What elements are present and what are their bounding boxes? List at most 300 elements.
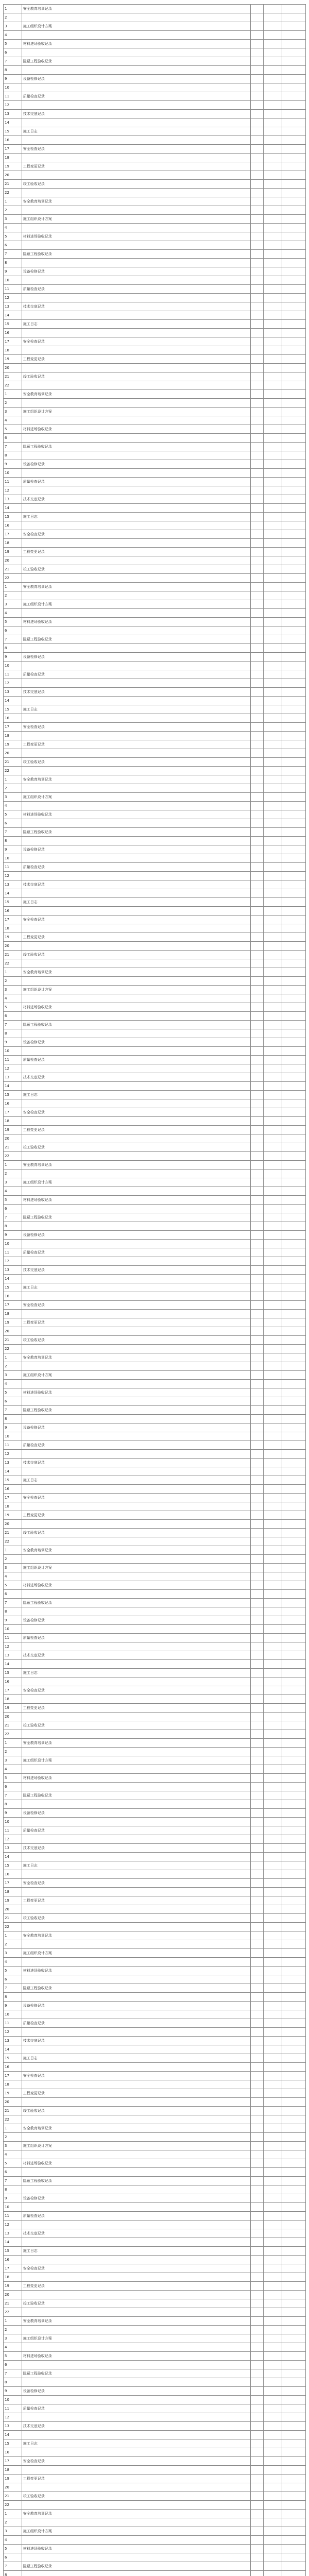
row-code: 5 — [4, 1967, 22, 1975]
table-row — [4, 810, 306, 819]
row-col5 — [282, 2562, 306, 2571]
row-code: 17 — [4, 145, 22, 154]
table-row — [4, 2133, 306, 2142]
row-col4 — [264, 653, 282, 662]
row-col5 — [282, 1791, 306, 1800]
row-col5 — [282, 1275, 306, 1283]
row-col4 — [264, 66, 282, 75]
row-col3 — [250, 1327, 264, 1336]
table-row — [4, 2142, 306, 2150]
row-col4 — [264, 1529, 282, 1537]
row-code: 12 — [4, 2413, 22, 2422]
row-col4 — [264, 968, 282, 977]
row-col3 — [250, 75, 264, 83]
row-col5 — [282, 618, 306, 626]
row-code: 20 — [4, 1327, 22, 1336]
row-text: 技术交底记录 — [22, 110, 250, 118]
table-row — [4, 1861, 306, 1870]
row-col4 — [264, 1783, 282, 1791]
table-row — [4, 1739, 306, 1748]
row-col5 — [282, 854, 306, 863]
row-col5 — [282, 539, 306, 548]
row-col5 — [282, 1196, 306, 1205]
table-row — [4, 2159, 306, 2168]
row-text — [22, 1940, 250, 1949]
row-col5 — [282, 574, 306, 583]
row-col5 — [282, 959, 306, 968]
row-col4 — [264, 162, 282, 171]
row-col4 — [264, 285, 282, 294]
row-code: 1 — [4, 1931, 22, 1940]
row-text — [22, 31, 250, 40]
row-code: 10 — [4, 1240, 22, 1248]
row-col4 — [264, 1231, 282, 1240]
row-col3 — [250, 2177, 264, 2185]
row-col5 — [282, 1564, 306, 1572]
row-text — [22, 1415, 250, 1423]
row-col4 — [264, 1047, 282, 1056]
table-row — [4, 1660, 306, 1669]
row-col5 — [282, 994, 306, 1003]
row-col3 — [250, 1450, 264, 1459]
table-row — [4, 679, 306, 688]
row-code: 10 — [4, 83, 22, 92]
row-code: 2 — [4, 784, 22, 793]
row-col5 — [282, 2571, 306, 2576]
row-col4 — [264, 539, 282, 548]
row-col5 — [282, 2343, 306, 2352]
row-col3 — [250, 688, 264, 697]
row-col4 — [264, 2203, 282, 2212]
row-code: 7 — [4, 1791, 22, 1800]
row-col3 — [250, 372, 264, 381]
row-col5 — [282, 57, 306, 66]
row-col3 — [250, 2045, 264, 2054]
row-col3 — [250, 2448, 264, 2457]
row-text — [22, 1590, 250, 1599]
row-col3 — [250, 924, 264, 933]
row-text: 材料进场验收记录 — [22, 2159, 250, 2168]
table-row — [4, 1178, 306, 1187]
row-col5 — [282, 136, 306, 145]
row-text: 技术交底记录 — [22, 495, 250, 504]
row-col5 — [282, 1450, 306, 1459]
row-text — [22, 1660, 250, 1669]
row-code: 13 — [4, 2229, 22, 2238]
row-text: 安全检查记录 — [22, 2264, 250, 2273]
row-col4 — [264, 513, 282, 521]
row-code: 16 — [4, 1870, 22, 1879]
row-col3 — [250, 539, 264, 548]
row-col3 — [250, 1432, 264, 1441]
table-row — [4, 1634, 306, 1642]
row-col5 — [282, 1774, 306, 1783]
table-row — [4, 2518, 306, 2527]
row-code: 14 — [4, 697, 22, 705]
row-code: 19 — [4, 548, 22, 556]
row-text — [22, 854, 250, 863]
table-row — [4, 1791, 306, 1800]
row-code: 13 — [4, 1073, 22, 1082]
table-row — [4, 2396, 306, 2404]
row-text — [22, 329, 250, 337]
table-row — [4, 2072, 306, 2080]
table-row — [4, 802, 306, 810]
row-col3 — [250, 1073, 264, 1082]
row-code: 21 — [4, 1914, 22, 1923]
row-code: 9 — [4, 2002, 22, 2010]
row-col3 — [250, 1091, 264, 1099]
table-row — [4, 83, 306, 92]
table-row — [4, 1240, 306, 1248]
row-code: 15 — [4, 898, 22, 907]
row-code: 17 — [4, 530, 22, 539]
row-col5 — [282, 1713, 306, 1721]
row-text: 安全检查记录 — [22, 1879, 250, 1888]
row-col5 — [282, 311, 306, 320]
table-row — [4, 767, 306, 775]
row-text — [22, 2098, 250, 2107]
row-col5 — [282, 1870, 306, 1879]
row-col4 — [264, 1310, 282, 1318]
table-row — [4, 372, 306, 381]
row-code: 8 — [4, 2378, 22, 2387]
row-code: 17 — [4, 337, 22, 346]
row-text — [22, 1975, 250, 1984]
row-col5 — [282, 1240, 306, 1248]
row-code: 3 — [4, 1564, 22, 1572]
row-text: 安全教育培训记录 — [22, 1161, 250, 1170]
row-col4 — [264, 1660, 282, 1669]
table-row — [4, 75, 306, 83]
table-row — [4, 994, 306, 1003]
row-col4 — [264, 2518, 282, 2527]
table-row — [4, 565, 306, 574]
row-col3 — [250, 1642, 264, 1651]
table-row — [4, 644, 306, 653]
table-row — [4, 2168, 306, 2177]
table-row — [4, 2361, 306, 2369]
row-text — [22, 802, 250, 810]
row-code: 3 — [4, 1178, 22, 1187]
row-code: 11 — [4, 2019, 22, 2028]
row-text: 安全教育培训记录 — [22, 2317, 250, 2326]
row-col4 — [264, 1967, 282, 1975]
records-table — [3, 4, 306, 2576]
row-col5 — [282, 118, 306, 127]
table-row — [4, 1056, 306, 1064]
row-col4 — [264, 618, 282, 626]
table-row — [4, 1021, 306, 1029]
table-row — [4, 583, 306, 591]
row-col5 — [282, 2431, 306, 2439]
row-col4 — [264, 2352, 282, 2361]
row-col3 — [250, 1774, 264, 1783]
row-col4 — [264, 1669, 282, 1677]
row-col3 — [250, 1362, 264, 1371]
row-text — [22, 1888, 250, 1896]
row-col4 — [264, 1861, 282, 1870]
row-col3 — [250, 1835, 264, 1844]
row-col4 — [264, 1896, 282, 1905]
row-code: 13 — [4, 495, 22, 504]
row-col4 — [264, 924, 282, 933]
row-col3 — [250, 2361, 264, 2369]
row-col4 — [264, 705, 282, 714]
row-col3 — [250, 1371, 264, 1380]
row-col3 — [250, 767, 264, 775]
row-text: 竣工验收记录 — [22, 1529, 250, 1537]
row-col4 — [264, 267, 282, 276]
row-col5 — [282, 145, 306, 154]
row-text: 工程变更记录 — [22, 740, 250, 749]
row-col4 — [264, 1581, 282, 1590]
row-text: 施工组织设计方案 — [22, 2142, 250, 2150]
row-col5 — [282, 2194, 306, 2203]
row-code: 6 — [4, 241, 22, 250]
table-row — [4, 224, 306, 232]
row-col5 — [282, 1546, 306, 1555]
row-text: 材料进场验收记录 — [22, 1967, 250, 1975]
row-code: 10 — [4, 2010, 22, 2019]
row-code: 10 — [4, 854, 22, 863]
row-col5 — [282, 679, 306, 688]
row-col3 — [250, 1012, 264, 1021]
row-code: 17 — [4, 1494, 22, 1502]
row-col4 — [264, 259, 282, 267]
row-code: 6 — [4, 1590, 22, 1599]
table-row — [4, 1231, 306, 1240]
row-col5 — [282, 1397, 306, 1406]
row-col4 — [264, 635, 282, 644]
row-code: 20 — [4, 1134, 22, 1143]
row-col4 — [264, 1082, 282, 1091]
row-col5 — [282, 1467, 306, 1476]
row-col4 — [264, 1248, 282, 1257]
table-row — [4, 574, 306, 583]
row-col3 — [250, 311, 264, 320]
row-text — [22, 732, 250, 740]
row-col5 — [282, 83, 306, 92]
row-col3 — [250, 2273, 264, 2282]
row-col4 — [264, 2107, 282, 2115]
row-col5 — [282, 2028, 306, 2037]
row-col5 — [282, 2080, 306, 2089]
row-col4 — [264, 1835, 282, 1844]
row-col4 — [264, 1616, 282, 1625]
row-col3 — [250, 1196, 264, 1205]
row-col3 — [250, 215, 264, 224]
table-row — [4, 1467, 306, 1476]
row-col5 — [282, 2545, 306, 2553]
row-text — [22, 2308, 250, 2317]
table-row — [4, 819, 306, 828]
row-col4 — [264, 1686, 282, 1695]
row-col5 — [282, 2326, 306, 2334]
row-code: 10 — [4, 469, 22, 478]
row-col4 — [264, 1818, 282, 1826]
table-row — [4, 145, 306, 154]
row-code: 16 — [4, 2448, 22, 2457]
row-text: 质量检查记录 — [22, 1826, 250, 1835]
row-text — [22, 101, 250, 110]
row-col3 — [250, 1572, 264, 1581]
row-code: 7 — [4, 1984, 22, 1993]
row-col4 — [264, 1958, 282, 1967]
row-col3 — [250, 880, 264, 889]
row-col5 — [282, 40, 306, 48]
row-col3 — [250, 1494, 264, 1502]
row-col3 — [250, 1616, 264, 1625]
row-col5 — [282, 740, 306, 749]
row-text: 安全教育培训记录 — [22, 5, 250, 13]
row-text — [22, 154, 250, 162]
row-col3 — [250, 1564, 264, 1572]
row-col5 — [282, 688, 306, 697]
row-col3 — [250, 2291, 264, 2299]
row-col4 — [264, 1161, 282, 1170]
row-col3 — [250, 2466, 264, 2475]
row-col5 — [282, 907, 306, 916]
row-col5 — [282, 723, 306, 732]
row-col4 — [264, 1353, 282, 1362]
row-col5 — [282, 705, 306, 714]
row-col4 — [264, 1388, 282, 1397]
row-col5 — [282, 968, 306, 977]
row-col3 — [250, 994, 264, 1003]
table-row — [4, 495, 306, 504]
row-text — [22, 697, 250, 705]
row-code: 22 — [4, 1345, 22, 1353]
row-col4 — [264, 1292, 282, 1301]
row-col3 — [250, 2203, 264, 2212]
row-col5 — [282, 986, 306, 994]
table-row — [4, 2334, 306, 2343]
row-col4 — [264, 2369, 282, 2378]
row-code: 13 — [4, 688, 22, 697]
row-text — [22, 1607, 250, 1616]
row-text — [22, 1958, 250, 1967]
row-col3 — [250, 2352, 264, 2361]
table-row — [4, 2343, 306, 2352]
table-row — [4, 1003, 306, 1012]
row-text — [22, 2045, 250, 2054]
table-row — [4, 749, 306, 758]
row-col3 — [250, 57, 264, 66]
table-row — [4, 1546, 306, 1555]
row-code: 10 — [4, 2396, 22, 2404]
table-row — [4, 959, 306, 968]
row-text: 安全教育培训记录 — [22, 2124, 250, 2133]
row-col3 — [250, 2553, 264, 2562]
row-col4 — [264, 48, 282, 57]
row-code: 3 — [4, 793, 22, 802]
table-row — [4, 889, 306, 898]
row-col3 — [250, 1923, 264, 1931]
row-code: 19 — [4, 162, 22, 171]
row-text — [22, 1485, 250, 1494]
row-col3 — [250, 2168, 264, 2177]
table-row — [4, 1537, 306, 1546]
row-text: 竣工验收记录 — [22, 2492, 250, 2501]
row-col5 — [282, 2457, 306, 2466]
row-col3 — [250, 1003, 264, 1012]
row-code: 6 — [4, 1783, 22, 1791]
row-text — [22, 1064, 250, 1073]
table-row — [4, 618, 306, 626]
row-col3 — [250, 1739, 264, 1748]
row-col4 — [264, 1800, 282, 1809]
row-code: 16 — [4, 1292, 22, 1301]
row-col3 — [250, 2422, 264, 2431]
row-text: 技术交底记录 — [22, 688, 250, 697]
row-code: 11 — [4, 285, 22, 294]
row-col5 — [282, 1064, 306, 1073]
row-text: 隐蔽工程验收记录 — [22, 57, 250, 66]
row-code: 15 — [4, 705, 22, 714]
row-text: 施工组织设计方案 — [22, 600, 250, 609]
table-row — [4, 1730, 306, 1739]
row-code: 3 — [4, 2334, 22, 2343]
row-col5 — [282, 1879, 306, 1888]
row-col3 — [250, 1888, 264, 1896]
row-col5 — [282, 1993, 306, 2002]
table-row — [4, 2080, 306, 2089]
row-col4 — [264, 530, 282, 539]
row-col3 — [250, 259, 264, 267]
row-col5 — [282, 1520, 306, 1529]
table-row — [4, 775, 306, 784]
row-col5 — [282, 1861, 306, 1870]
row-col4 — [264, 775, 282, 784]
row-col5 — [282, 1651, 306, 1660]
table-row — [4, 1765, 306, 1774]
row-col3 — [250, 872, 264, 880]
row-col3 — [250, 1388, 264, 1397]
table-row — [4, 171, 306, 180]
table-row — [4, 364, 306, 372]
row-code: 4 — [4, 1572, 22, 1581]
row-col5 — [282, 2317, 306, 2326]
row-code: 8 — [4, 2571, 22, 2576]
row-code: 19 — [4, 1318, 22, 1327]
table-row — [4, 1520, 306, 1529]
row-col5 — [282, 1187, 306, 1196]
row-col5 — [282, 1905, 306, 1914]
row-text — [22, 1029, 250, 1038]
row-text: 技术交底记录 — [22, 1459, 250, 1467]
row-col5 — [282, 1844, 306, 1853]
row-col4 — [264, 2063, 282, 2072]
row-col5 — [282, 942, 306, 951]
row-col5 — [282, 2273, 306, 2282]
row-col4 — [264, 2150, 282, 2159]
row-text: 施工组织设计方案 — [22, 215, 250, 224]
row-col4 — [264, 171, 282, 180]
row-col4 — [264, 2098, 282, 2107]
row-text: 技术交底记录 — [22, 2422, 250, 2431]
table-row — [4, 1073, 306, 1082]
row-code: 7 — [4, 635, 22, 644]
row-code: 9 — [4, 845, 22, 854]
row-code: 9 — [4, 75, 22, 83]
row-col3 — [250, 635, 264, 644]
row-code: 2 — [4, 977, 22, 986]
row-col4 — [264, 241, 282, 250]
row-col4 — [264, 2343, 282, 2352]
row-code: 18 — [4, 1888, 22, 1896]
row-col3 — [250, 1397, 264, 1406]
